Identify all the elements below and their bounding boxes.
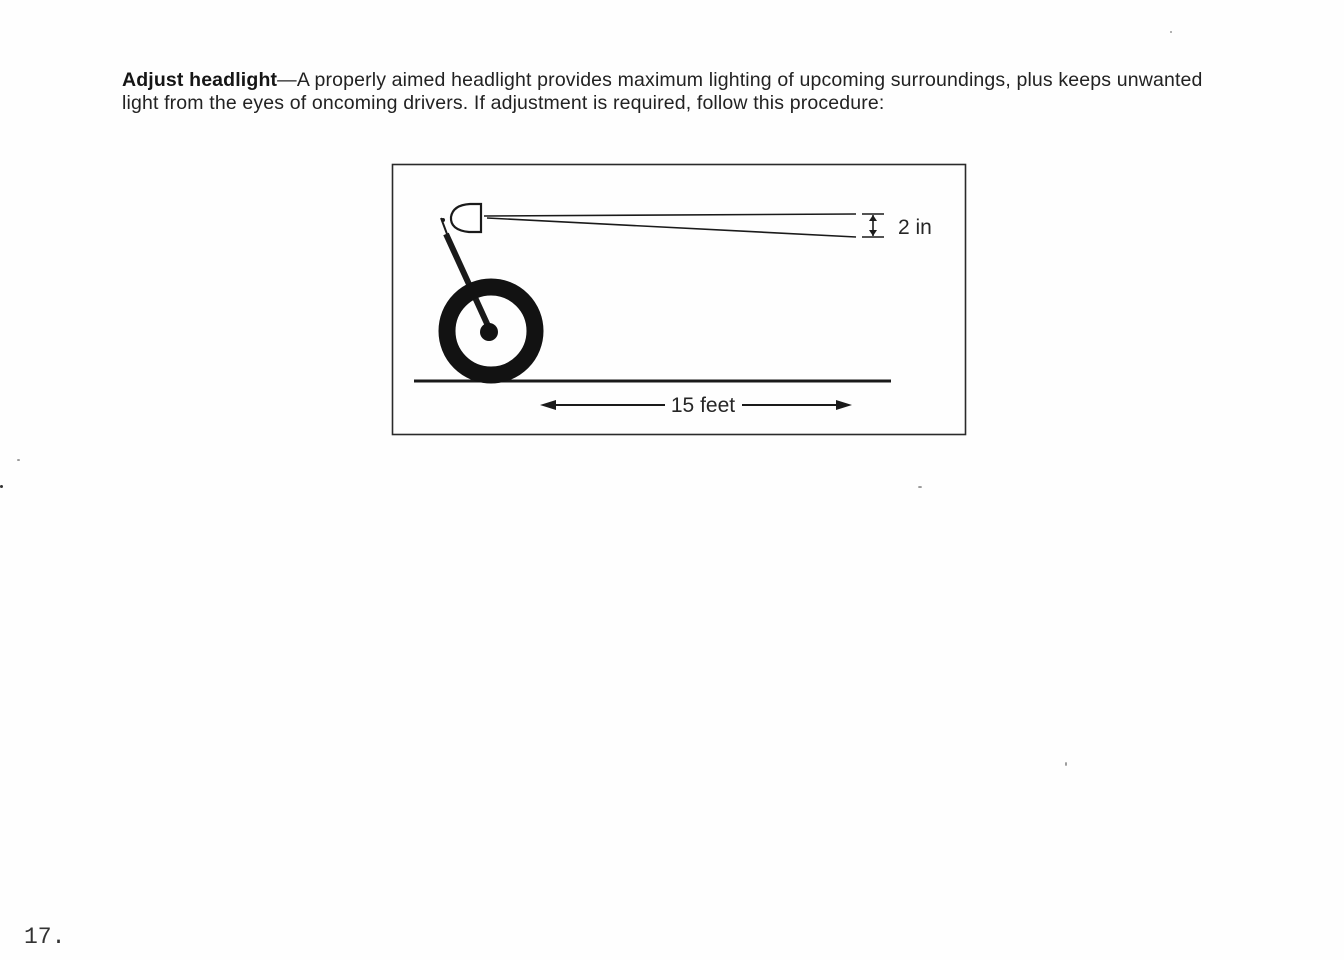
- distance-arrow-left: [540, 400, 556, 410]
- heading-dash: —: [277, 68, 297, 91]
- drop-arrow-up: [869, 215, 877, 221]
- scan-speck: [17, 459, 20, 461]
- headlight-aim-diagram: [390, 162, 968, 440]
- scan-speck: [1065, 762, 1067, 766]
- fork-bolt: [441, 218, 445, 222]
- intro-paragraph: [122, 69, 1222, 115]
- aimed-beam-line: [487, 218, 856, 237]
- headlight-icon: [451, 204, 481, 232]
- intro-body: A properly aimed headlight provides maximum lighting of upcoming surroundings, plus keeps unwanted light from the eyes of oncoming drivers. If adjustment is required, follow this procedure:: [122, 68, 1203, 114]
- headlight-aim-figure: [390, 162, 968, 440]
- drop-label: 2 in: [898, 216, 932, 239]
- distance-label: 15 feet: [670, 394, 736, 417]
- drop-arrow-down: [869, 230, 877, 236]
- page-number: 17.: [24, 924, 66, 950]
- front-wheel-hub: [480, 323, 498, 341]
- section-heading: Adjust headlight: [122, 68, 278, 91]
- horizontal-reference-line: [484, 214, 856, 216]
- distance-arrow-right: [836, 400, 852, 410]
- scan-speck: [0, 485, 3, 488]
- scan-speck: [918, 486, 922, 488]
- scan-speck: [1170, 31, 1172, 33]
